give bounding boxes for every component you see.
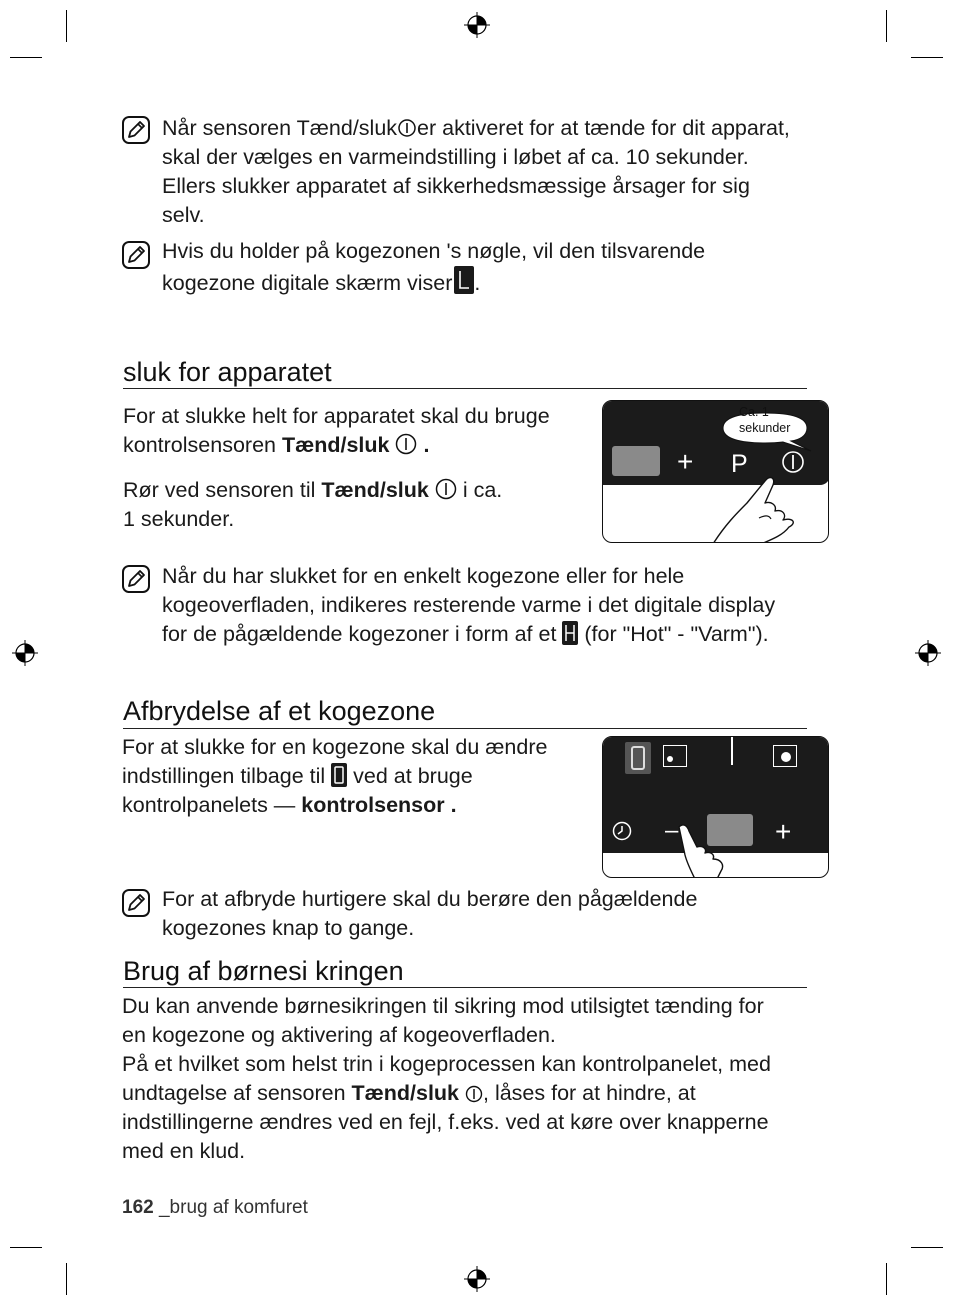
page-number: 162 <box>122 1197 154 1218</box>
note-3: Når du har slukket for en enkelt kogezone eller for hele kogeoverfladen, indikeres resterende varme i det digitale display for de pågældende kogezoner i form af et (for "Hot" - "Varm"). <box>162 564 776 646</box>
section-rule <box>123 987 807 988</box>
zone-indicator <box>663 745 687 767</box>
control-panel-illustration <box>602 400 829 543</box>
panel-minus-label: – <box>665 817 679 844</box>
crop-mark <box>10 57 42 58</box>
registration-mark-icon <box>464 1266 490 1292</box>
crop-mark <box>66 1263 67 1295</box>
registration-mark-icon <box>464 12 490 38</box>
hand-pressing-icon <box>673 823 743 878</box>
crop-mark <box>911 1247 943 1248</box>
note-2: Hvis du holder på kogezonen 's nøgle, vil den tilsvarende kogezone digitale skærm viser . <box>162 239 706 295</box>
display-H-icon <box>562 621 578 645</box>
power-icon <box>465 1085 483 1103</box>
power-icon <box>395 433 417 455</box>
hand-pressing-icon <box>703 463 829 543</box>
section-heading: sluk for apparatet <box>123 357 332 387</box>
crop-mark <box>886 1263 887 1295</box>
zone-indicator <box>773 745 797 767</box>
panel-p-label: P <box>731 450 748 478</box>
panel-plus-label: + <box>775 816 792 847</box>
registration-mark-icon <box>915 640 941 666</box>
footer-label: _brug af komfuret <box>158 1197 308 1218</box>
section-3-paragraph: Du kan anvende børnesikringen til sikring mod utilsigtet tænding for en kogezone og aktivering af kogeoverfladen. På et hvilket som helst trin i kogeprocessen kan kontrolpanelet, med undtagelse af sensoren Tænd/sluk , låses for at hindre, at indstillingerne ændres ved en fejl, f.eks. ved at køre over knapperne med en klud. <box>122 994 771 1163</box>
control-panel-illustration <box>602 736 829 878</box>
display-zero-icon <box>331 763 347 787</box>
note-pencil-icon <box>121 240 151 270</box>
panel-divider <box>731 737 733 765</box>
page-footer <box>122 1196 308 1220</box>
panel-grey-button <box>612 446 660 476</box>
section-heading: Afbrydelse af et kogezone <box>123 696 436 726</box>
panel-digit-display <box>625 742 651 774</box>
bubble-text-2: sekunder <box>739 421 791 435</box>
note-1: Når sensoren Tænd/sluk er aktiveret for at tænde for dit apparat, skal der vælges en varmeindstilling i løbet af ca. 10 sekunder. Ellers slukker apparatet af sikkerhedsmæssige årsager for sig selv. <box>162 116 790 227</box>
note-pencil-icon <box>121 888 151 918</box>
section-heading: Brug af børnesi kringen <box>123 956 404 986</box>
note-4: For at afbryde hurtigere skal du berøre den pågældende kogezones knap to gange. <box>162 887 698 940</box>
crop-mark <box>886 10 887 42</box>
bubble-text-1: Ca. 1 <box>739 405 769 419</box>
power-icon <box>397 118 417 138</box>
note-pencil-icon <box>121 564 151 594</box>
section-1-paragraph-2: Rør ved sensoren til Tænd/sluk i ca. 1 sekunder. <box>123 478 503 531</box>
panel-plus-label: + <box>677 446 694 477</box>
power-icon <box>435 478 457 500</box>
note-pencil-icon <box>121 115 151 145</box>
section-1-paragraph-1: For at slukke helt for apparatet skal du bruge kontrolsensoren Tænd/sluk . <box>123 404 550 457</box>
display-L-icon <box>454 266 474 294</box>
timer-clock-icon <box>611 820 633 842</box>
crop-mark <box>10 1247 42 1248</box>
section-rule <box>123 388 807 389</box>
crop-mark <box>911 57 943 58</box>
registration-mark-icon <box>12 640 38 666</box>
section-2-paragraph: For at slukke for en kogezone skal du ændre indstillingen tilbage til ved at bruge kontrolpanelets — kontrolsensor . <box>122 735 548 817</box>
crop-mark <box>66 10 67 42</box>
section-rule <box>123 728 807 729</box>
